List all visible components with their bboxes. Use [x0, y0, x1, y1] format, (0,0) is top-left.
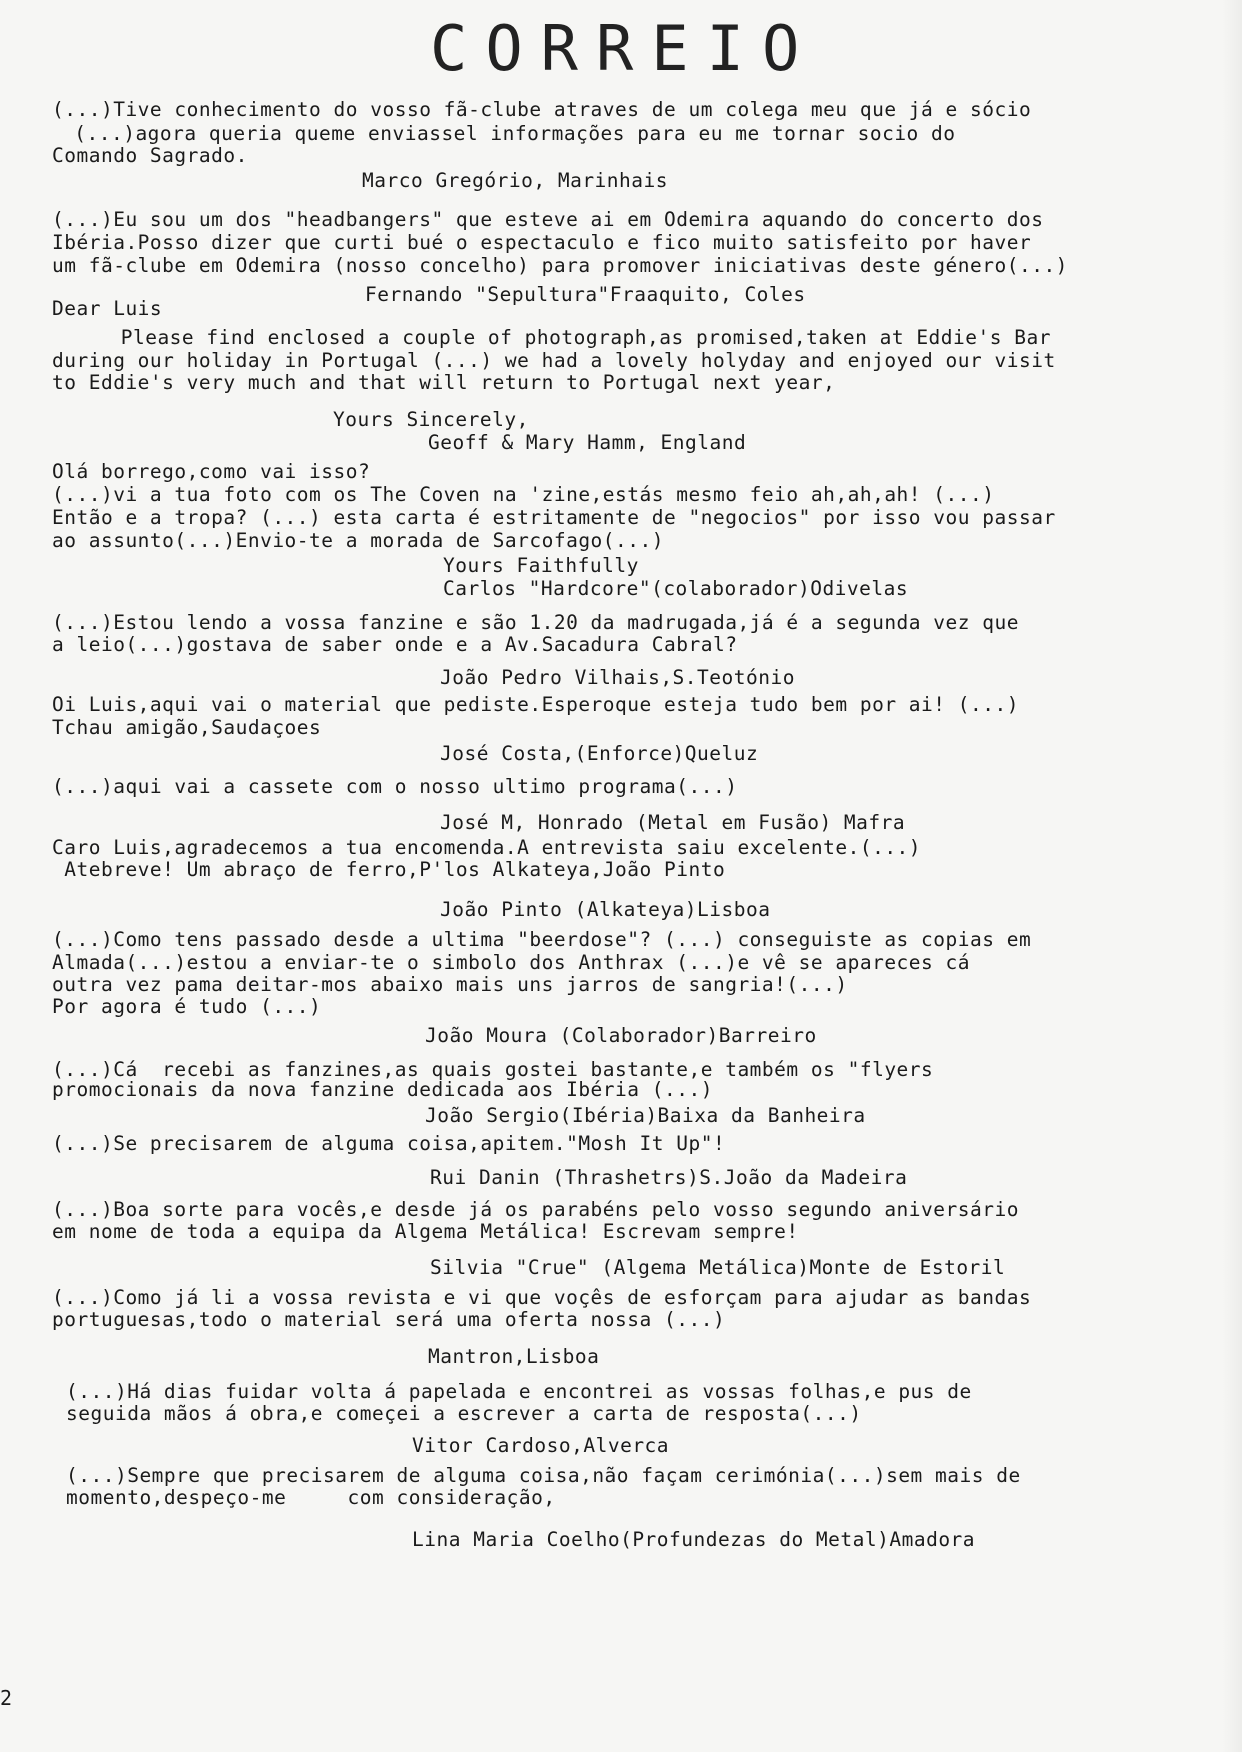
letter-text-line: Oi Luis,aqui vai o material que pediste.Esperoque esteja tudo bem por ai! (...)	[52, 693, 1019, 716]
letter-text-line: (...)Há dias fuidar volta á papelada e encontrei as vossas folhas,e pus de	[66, 1380, 972, 1403]
letter-text-line: Atebreve! Um abraço de ferro,P'los Alkateya,João Pinto	[52, 858, 726, 881]
letter-text-line: (...)Tive conhecimento do vosso fã-clube atraves de um colega meu que já e sócio	[52, 98, 1032, 121]
letter-text-line: (...)aqui vai a cassete com o nosso ultimo programa(...)	[52, 775, 738, 798]
letter-text-line: em nome de toda a equipa da Algema Metálica! Escrevam sempre!	[52, 1220, 799, 1243]
letter-text-line: (...)Estou lendo a vossa fanzine e são 1.20 da madrugada,já é a segunda vez que	[52, 611, 1019, 634]
letter-text-line: (...)Se precisarem de alguma coisa,apitem."Mosh It Up"!	[52, 1132, 726, 1155]
letter-signature: Vitor Cardoso,Alverca	[412, 1434, 670, 1457]
letter-text-line: (...)Cá recebi as fanzines,as quais gostei bastante,e também os "flyers	[52, 1058, 934, 1081]
letter-text-line: (...)agora queria queme enviassel informações para eu me tornar socio do	[62, 122, 956, 145]
letter-signature: Lina Maria Coelho(Profundezas do Metal)Amadora	[412, 1528, 976, 1551]
page-title: CORREIO	[430, 12, 818, 85]
letter-text-line: (...)Boa sorte para vocês,e desde já os parabéns pelo vosso segundo aniversário	[52, 1198, 1019, 1221]
letter-text-line: during our holiday in Portugal (...) we had a lovely holyday and enjoyed our visit	[52, 349, 1056, 372]
letter-signature: João Sergio(Ibéria)Baixa da Banheira	[425, 1104, 866, 1127]
letter-text-line: Almada(...)estou a enviar-te o simbolo dos Anthrax (...)e vê se apareces cá	[52, 951, 970, 974]
letter-text-line: to Eddie's very much and that will return to Portugal next year,	[52, 371, 836, 394]
letter-signature: Mantron,Lisboa	[428, 1345, 600, 1368]
letter-signature: Yours Sincerely,	[333, 408, 529, 431]
letter-signature: José Costa,(Enforce)Queluz	[440, 742, 759, 765]
letter-text-line: Por agora é tudo (...)	[52, 995, 322, 1018]
letter-text-line: Ibéria.Posso dizer que curti bué o espectaculo e fico muito satisfeito por haver	[52, 231, 1032, 254]
letter-signature: Silvia "Crue" (Algema Metálica)Monte de Estoril	[430, 1256, 1006, 1279]
letter-text-line: ao assunto(...)Envio-te a morada de Sarcofago(...)	[52, 529, 664, 552]
letter-text-line: a leio(...)gostava de saber onde e a Av.Sacadura Cabral?	[52, 633, 738, 656]
letter-signature: Marco Gregório, Marinhais	[362, 169, 668, 192]
letter-signature: João Pinto (Alkateya)Lisboa	[440, 898, 771, 921]
page-number: 2	[0, 1686, 13, 1710]
letter-signature: João Moura (Colaborador)Barreiro	[425, 1024, 817, 1047]
letter-text-line: outra vez pama deitar-mos abaixo mais uns jarros de sangria!(...)	[52, 973, 848, 996]
letter-signature: Rui Danin (Thrashetrs)S.João da Madeira	[430, 1166, 908, 1189]
letter-signature: Yours Faithfully	[443, 554, 639, 577]
letter-text-line: Please find enclosed a couple of photograph,as promised,taken at Eddie's Bar	[84, 326, 1051, 349]
letter-text-line: (...)Como já li a vossa revista e vi que voçês de esforçam para ajudar as bandas	[52, 1286, 1032, 1309]
letter-text-line: Caro Luis,agradecemos a tua encomenda.A entrevista saiu excelente.(...)	[52, 836, 922, 859]
letter-text-line: Dear Luis	[52, 297, 163, 320]
letter-signature: Carlos "Hardcore"(colaborador)Odivelas	[443, 577, 909, 600]
letter-text-line: (...)vi a tua foto com os The Coven na 'zine,estás mesmo feio ah,ah,ah! (...)	[52, 483, 995, 506]
letter-text-line: (...)Como tens passado desde a ultima "beerdose"? (...) conseguiste as copias em	[52, 928, 1032, 951]
letter-signature: Fernando "Sepultura"Fraaquito, Coles	[365, 283, 806, 306]
letter-text-line: seguida mãos á obra,e começei a escrever a carta de resposta(...)	[66, 1402, 862, 1425]
letter-text-line: Tchau amigão,Saudaçoes	[52, 716, 322, 739]
letter-signature: Geoff & Mary Hamm, England	[428, 431, 747, 454]
letter-text-line: Olá borrego,como vai isso?	[52, 460, 371, 483]
letter-text-line: portuguesas,todo o material será uma oferta nossa (...)	[52, 1308, 726, 1331]
paper-edge	[1222, 0, 1242, 1752]
letter-text-line: promocionais da nova fanzine dedicada aos Ibéria (...)	[52, 1078, 713, 1101]
letter-signature: José M, Honrado (Metal em Fusão) Mafra	[440, 811, 906, 834]
letter-text-line: (...)Sempre que precisarem de alguma coisa,não façam cerimónia(...)sem mais de	[66, 1464, 1021, 1487]
letter-text-line: Então e a tropa? (...) esta carta é estritamente de "negocios" por isso vou passar	[52, 506, 1056, 529]
letter-text-line: (...)Eu sou um dos "headbangers" que esteve ai em Odemira aquando do concerto dos	[52, 208, 1044, 231]
letter-text-line: Comando Sagrado.	[52, 144, 248, 167]
letter-text-line: um fã-clube em Odemira (nosso concelho) para promover iniciativas deste género(...)	[52, 254, 1068, 277]
letter-text-line: momento,despeço-me com consideração,	[66, 1486, 556, 1509]
letter-signature: João Pedro Vilhais,S.Teotónio	[440, 666, 795, 689]
